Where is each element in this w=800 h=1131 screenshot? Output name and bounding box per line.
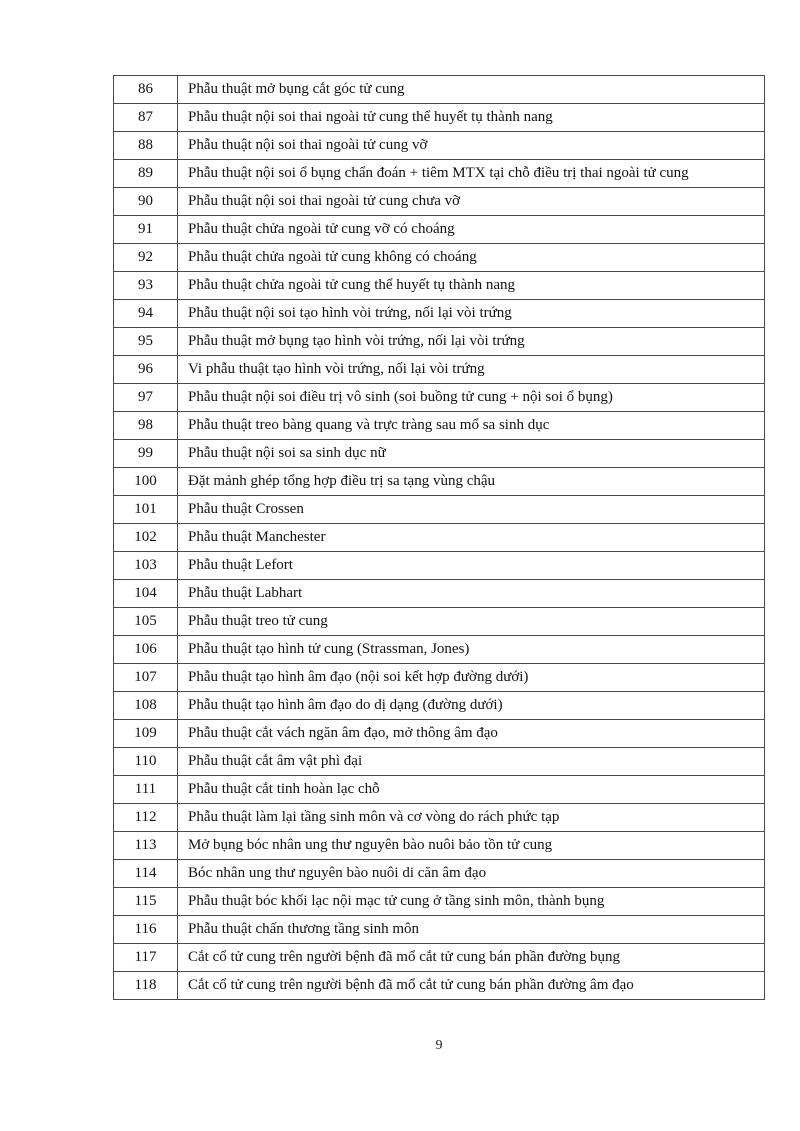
row-number-cell: 105 <box>114 608 178 636</box>
procedure-name-cell: Phẫu thuật tạo hình tử cung (Strassman, Jones) <box>178 636 765 664</box>
row-number-cell: 108 <box>114 692 178 720</box>
procedure-name-cell: Mở bụng bóc nhân ung thư nguyên bào nuôi bảo tồn tử cung <box>178 832 765 860</box>
row-number-cell: 89 <box>114 160 178 188</box>
table-row <box>114 468 765 496</box>
table-row <box>114 496 765 524</box>
procedure-name-cell: Cắt cổ tử cung trên người bệnh đã mổ cắt tử cung bán phần đường bụng <box>178 944 765 972</box>
table-row <box>114 76 765 104</box>
procedure-name-cell: Phẫu thuật nội soi thai ngoài tử cung chưa vỡ <box>178 188 765 216</box>
row-number-cell: 95 <box>114 328 178 356</box>
procedure-name-cell: Phẫu thuật nội soi sa sinh dục nữ <box>178 440 765 468</box>
table-row <box>114 916 765 944</box>
row-number-cell: 90 <box>114 188 178 216</box>
procedure-name-cell: Phẫu thuật treo tử cung <box>178 608 765 636</box>
table-row <box>114 972 765 1000</box>
table-row <box>114 412 765 440</box>
procedure-name-cell: Phẫu thuật Lefort <box>178 552 765 580</box>
table-row <box>114 328 765 356</box>
row-number-cell: 104 <box>114 580 178 608</box>
table-row <box>114 160 765 188</box>
procedures-table-body <box>114 76 765 1000</box>
row-number-cell: 115 <box>114 888 178 916</box>
table-row <box>114 636 765 664</box>
table-row <box>114 580 765 608</box>
row-number-cell: 114 <box>114 860 178 888</box>
table-row <box>114 188 765 216</box>
table-row <box>114 440 765 468</box>
row-number-cell: 117 <box>114 944 178 972</box>
table-row <box>114 552 765 580</box>
row-number-cell: 118 <box>114 972 178 1000</box>
table-row <box>114 132 765 160</box>
procedure-name-cell: Phẫu thuật Manchester <box>178 524 765 552</box>
procedure-name-cell: Phẫu thuật nội soi tạo hình vòi trứng, nối lại vòi trứng <box>178 300 765 328</box>
row-number-cell: 93 <box>114 272 178 300</box>
row-number-cell: 87 <box>114 104 178 132</box>
table-row <box>114 720 765 748</box>
table-row <box>114 804 765 832</box>
row-number-cell: 97 <box>114 384 178 412</box>
table-row <box>114 300 765 328</box>
row-number-cell: 102 <box>114 524 178 552</box>
procedure-name-cell: Phẫu thuật cắt vách ngăn âm đạo, mở thông âm đạo <box>178 720 765 748</box>
table-row <box>114 608 765 636</box>
procedure-name-cell: Phẫu thuật mở bụng tạo hình vòi trứng, nối lại vòi trứng <box>178 328 765 356</box>
procedures-table <box>113 75 765 1000</box>
row-number-cell: 113 <box>114 832 178 860</box>
row-number-cell: 116 <box>114 916 178 944</box>
row-number-cell: 101 <box>114 496 178 524</box>
row-number-cell: 112 <box>114 804 178 832</box>
table-row <box>114 524 765 552</box>
row-number-cell: 88 <box>114 132 178 160</box>
procedure-name-cell: Phẫu thuật chửa ngoài tử cung thể huyết tụ thành nang <box>178 272 765 300</box>
table-row <box>114 244 765 272</box>
row-number-cell: 109 <box>114 720 178 748</box>
procedure-name-cell: Vi phẫu thuật tạo hình vòi trứng, nối lại vòi trứng <box>178 356 765 384</box>
table-row <box>114 384 765 412</box>
table-row <box>114 748 765 776</box>
row-number-cell: 99 <box>114 440 178 468</box>
table-row <box>114 776 765 804</box>
procedure-name-cell: Phẫu thuật chửa ngoài tử cung vỡ có choáng <box>178 216 765 244</box>
table-row <box>114 356 765 384</box>
row-number-cell: 98 <box>114 412 178 440</box>
table-row <box>114 664 765 692</box>
procedure-name-cell: Phẫu thuật nội soi thai ngoài tử cung vỡ <box>178 132 765 160</box>
procedure-name-cell: Phẫu thuật nội soi thai ngoài tử cung thể huyết tụ thành nang <box>178 104 765 132</box>
table-row <box>114 272 765 300</box>
row-number-cell: 111 <box>114 776 178 804</box>
procedure-name-cell: Phẫu thuật làm lại tầng sinh môn và cơ vòng do rách phức tạp <box>178 804 765 832</box>
page-number: 9 <box>435 1038 443 1053</box>
procedure-name-cell: Phẫu thuật treo bàng quang và trực tràng sau mổ sa sinh dục <box>178 412 765 440</box>
row-number-cell: 103 <box>114 552 178 580</box>
table-row <box>114 216 765 244</box>
table-row <box>114 104 765 132</box>
row-number-cell: 96 <box>114 356 178 384</box>
procedure-name-cell: Phẫu thuật cắt âm vật phì đại <box>178 748 765 776</box>
procedure-name-cell: Đặt mảnh ghép tổng hợp điều trị sa tạng vùng chậu <box>178 468 765 496</box>
procedure-name-cell: Phẫu thuật bóc khối lạc nội mạc tử cung ở tầng sinh môn, thành bụng <box>178 888 765 916</box>
procedure-name-cell: Cắt cổ tử cung trên người bệnh đã mổ cắt tử cung bán phần đường âm đạo <box>178 972 765 1000</box>
procedure-name-cell: Phẫu thuật cắt tinh hoàn lạc chỗ <box>178 776 765 804</box>
row-number-cell: 92 <box>114 244 178 272</box>
row-number-cell: 100 <box>114 468 178 496</box>
table-row <box>114 692 765 720</box>
table-row <box>114 832 765 860</box>
procedure-name-cell: Phẫu thuật nội soi ổ bụng chẩn đoán + tiêm MTX tại chỗ điều trị thai ngoài tử cung <box>178 160 765 188</box>
procedure-name-cell: Phẫu thuật chửa ngoài tử cung không có choáng <box>178 244 765 272</box>
table-row <box>114 944 765 972</box>
procedure-name-cell: Phẫu thuật nội soi điều trị vô sinh (soi buồng tử cung + nội soi ổ bụng) <box>178 384 765 412</box>
procedure-name-cell: Phẫu thuật Crossen <box>178 496 765 524</box>
procedure-name-cell: Bóc nhân ung thư nguyên bào nuôi di căn âm đạo <box>178 860 765 888</box>
table-row <box>114 888 765 916</box>
procedure-name-cell: Phẫu thuật chấn thương tầng sinh môn <box>178 916 765 944</box>
procedure-name-cell: Phẫu thuật tạo hình âm đạo (nội soi kết hợp đường dưới) <box>178 664 765 692</box>
row-number-cell: 86 <box>114 76 178 104</box>
procedure-name-cell: Phẫu thuật mở bụng cắt góc tử cung <box>178 76 765 104</box>
row-number-cell: 94 <box>114 300 178 328</box>
row-number-cell: 110 <box>114 748 178 776</box>
procedure-name-cell: Phẫu thuật tạo hình âm đạo do dị dạng (đường dưới) <box>178 692 765 720</box>
row-number-cell: 106 <box>114 636 178 664</box>
row-number-cell: 91 <box>114 216 178 244</box>
table-row <box>114 860 765 888</box>
procedure-name-cell: Phẫu thuật Labhart <box>178 580 765 608</box>
row-number-cell: 107 <box>114 664 178 692</box>
